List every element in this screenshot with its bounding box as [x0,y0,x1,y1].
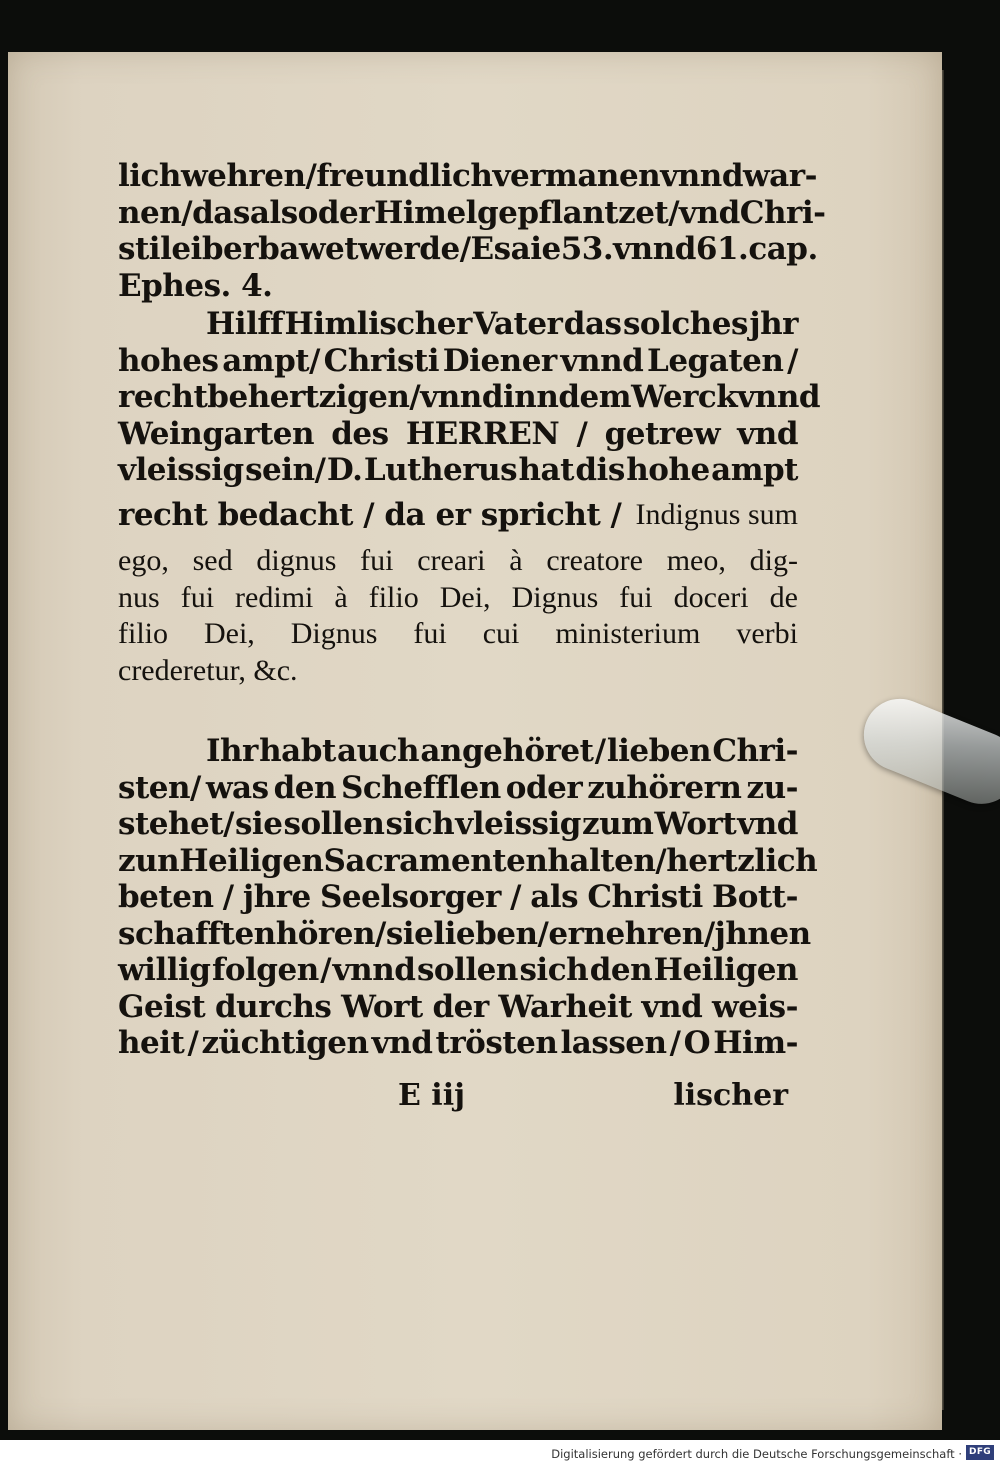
text-line: stehet/ sie sollen sich vleissig zum Wort vnd [118,806,798,842]
paragraph-3 [118,733,818,1062]
page-footer [118,1078,798,1118]
text-line: lich wehren/ freundlich vermanen vnnd war- [118,158,817,194]
text-line: Geist durchs Wort der Warheit vnd weis- [118,988,798,1025]
text-line: willig folgen / vnnd sollen sich den Heiligen [118,952,798,988]
text-line: filio Dei, Dignus fui cui ministerium verbi [118,617,798,650]
text-line: nus fui redimi à filio Dei, Dignus fui doceri de [118,580,798,614]
signature-mark: E iij [398,1078,465,1113]
latin-segment: Indignus sum [635,498,798,531]
text-line: crederetur, &c. [118,653,298,687]
credit-bar [0,1440,1000,1467]
text-line: hohes ampt/ Christi Diener vnnd Legaten / [118,342,798,379]
text-line: Ihr habt auch angehöret / lieben Chri- [206,733,798,769]
dfg-logo: DFG [966,1445,994,1460]
paragraph-1 [118,158,826,304]
latin-quotation [118,543,798,689]
catchword: lischer [673,1078,788,1113]
text-line: Ephes. 4. [118,267,273,304]
text-line: schafften hören / sie lieben / ernehren / jhnen [118,915,811,952]
funding-credit: Digitalisierung gefördert durch die Deutsche Forschungsgemeinschaft · [551,1447,962,1461]
text-line: zun Heiligen Sacramenten halten / hertzlich [118,842,818,879]
text-line: Hilff Himlischer Vater das solches jhr [206,306,798,342]
paragraph-2 [118,306,821,489]
text-line: heit / züchtigen vnd trösten lassen / O Him- [118,1025,798,1061]
text-line: nen/das also der Himel gepflantzet/vnd Chri- [118,194,826,231]
text-line [118,497,798,534]
text-line: beten / jhre Seelsorger / als Christi Bott- [118,879,798,915]
text-line: sti leib erbawet werde/ Esaie 53. vnnd 61. cap. [118,231,818,267]
text-line: ego, sed dignus fui creari à creatore meo, dig- [118,544,798,577]
mixed-latin-line [118,497,798,534]
text-line: Weingarten des HERREN / getrew vnd [118,415,798,452]
text-line: vleissig sein/ D. Lutherus hat dis hohe ampt [118,452,798,488]
text-line: sten/ was den Schefflen oder zuhörern zu- [118,769,798,806]
german-segment: recht bedacht / da er spricht / [118,497,622,533]
text-line: recht behertzigen/ vnnd inn dem Werck vnnd [118,379,821,415]
